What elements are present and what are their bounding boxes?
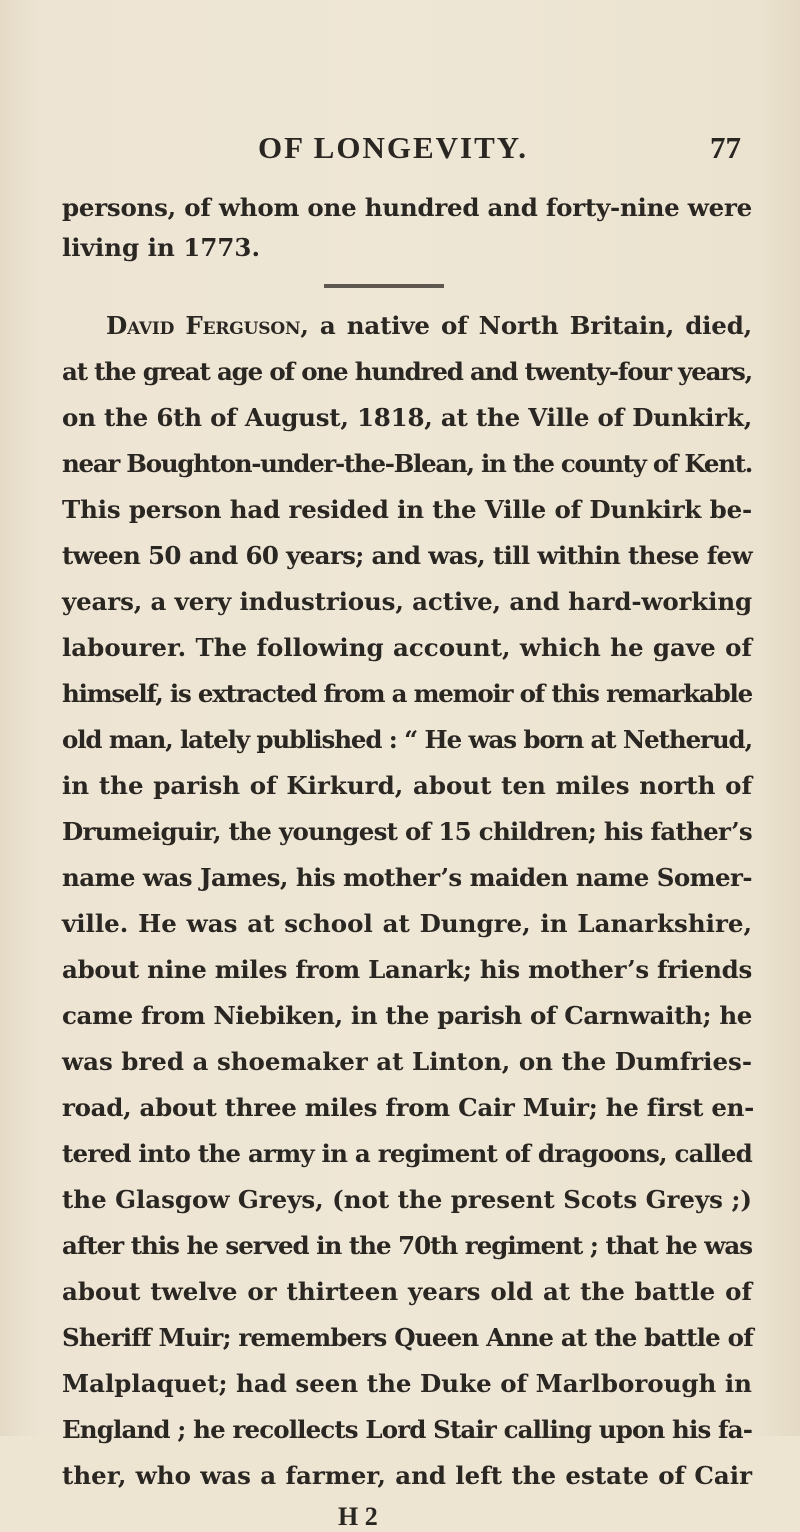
- text-line: name was James, his mother’s maiden name Somer-: [62, 863, 752, 892]
- text-line: tween 50 and 60 years; and was, till within these few: [62, 541, 752, 570]
- text-line: Drumeiguir, the youngest of 15 children; his father’s: [62, 817, 752, 846]
- text-line: persons, of whom one hundred and forty-nine were: [62, 193, 752, 222]
- text-line: about twelve or thirteen years old at the battle of: [62, 1277, 752, 1306]
- text-line: road, about three miles from Cair Muir; he first en-: [62, 1093, 755, 1122]
- text-line: ville. He was at school at Dungre, in Lanarkshire,: [62, 909, 752, 938]
- running-head: [0, 130, 800, 170]
- text-line: Sheriff Muir; remembers Queen Anne at the battle of: [62, 1323, 753, 1352]
- text-line: old man, lately published : “ He was born at Netherud,: [62, 725, 752, 754]
- text-line: living in 1773.: [62, 233, 260, 262]
- text-line: Malplaquet; had seen the Duke of Marlborough in: [62, 1369, 752, 1398]
- text-line: at the great age of one hundred and twenty-four years,: [62, 357, 752, 386]
- signature-mark: H 2: [338, 1502, 378, 1531]
- text-line: ther, who was a farmer, and left the estate of Cair: [62, 1461, 752, 1490]
- text-line: years, a very industrious, active, and hard-working: [62, 587, 752, 616]
- text-line: after this he served in the 70th regiment ; that he was: [62, 1231, 752, 1260]
- text-line-paragraph-start: David Ferguson, a native of North Britain, died,: [106, 311, 752, 340]
- text-line: was bred a shoemaker at Linton, on the Dumfries-: [62, 1047, 752, 1076]
- text-line: about nine miles from Lanark; his mother’s friends: [62, 955, 752, 984]
- section-divider: [324, 284, 444, 288]
- text-line: tered into the army in a regiment of dragoons, called: [62, 1139, 753, 1168]
- text-line: England ; he recollects Lord Stair calling upon his fa-: [62, 1415, 752, 1444]
- text-line: This person had resided in the Ville of Dunkirk be-: [62, 495, 752, 524]
- text-line: in the parish of Kirkurd, about ten miles north of: [62, 771, 752, 800]
- text-line: near Boughton-under-the-Blean, in the county of Kent.: [62, 449, 752, 478]
- person-name: David Ferguson: [106, 311, 301, 340]
- text-line: himself, is extracted from a memoir of this remarkable: [62, 679, 752, 708]
- text-line: came from Niebiken, in the parish of Carnwaith; he: [62, 1001, 752, 1030]
- page-number: 77: [710, 130, 741, 165]
- text-line: the Glasgow Greys, (not the present Scots Greys ;): [62, 1185, 752, 1214]
- text-line: on the 6th of August, 1818, at the Ville of Dunkirk,: [62, 403, 752, 432]
- running-title: OF LONGEVITY.: [258, 130, 529, 165]
- text-line: labourer. The following account, which he gave of: [62, 633, 752, 662]
